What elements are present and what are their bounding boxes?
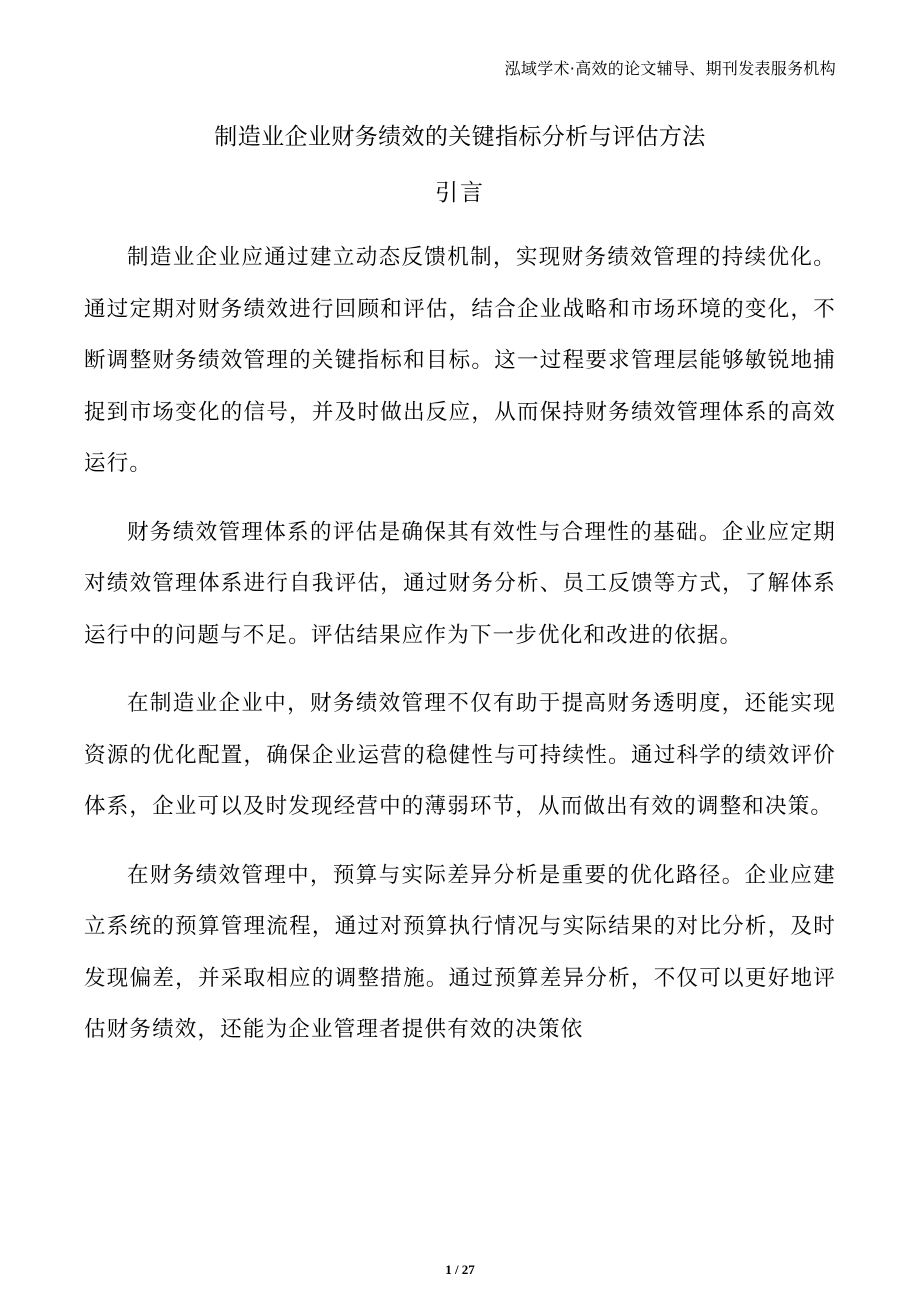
page-number: 1 / 27 <box>445 1262 475 1277</box>
document-title: 制造业企业财务绩效的关键指标分析与评估方法 <box>214 124 706 150</box>
section-title: 引言 <box>435 180 485 206</box>
paragraph: 财务绩效管理体系的评估是确保其有效性与合理性的基础。企业应定期对绩效管理体系进行自我评估，通过财务分析、员工反馈等方式，了解体系运行中的问题与不足。评估结果应作为下一步优化和改进的依据。 <box>84 519 836 648</box>
paragraph: 在制造业企业中，财务绩效管理不仅有助于提高财务透明度，还能实现资源的优化配置，确保企业运营的稳健性与可持续性。通过科学的绩效评价体系，企业可以及时发现经营中的薄弱环节，从而做出有效的调整和决策。 <box>84 691 836 819</box>
page-header: 泓域学术·高效的论文辅导、期刊发表服务机构 <box>504 59 836 78</box>
paragraph: 制造业企业应通过建立动态反馈机制，实现财务绩效管理的持续优化。通过定期对财务绩效进行回顾和评估，结合企业战略和市场环境的变化，不断调整财务绩效管理的关键指标和目标。这一过程要求管理层能够敏锐地捕捉到市场变化的信号，并及时做出反应，从而保持财务绩效管理体系的高效运行。 <box>84 245 836 476</box>
document-body <box>84 232 836 1073</box>
paragraph: 在财务绩效管理中，预算与实际差异分析是重要的优化路径。企业应建立系统的预算管理流程，通过对预算执行情况与实际结果的对比分析，及时发现偏差，并采取相应的调整措施。通过预算差异分析，不仅可以更好地评估财务绩效，还能为企业管理者提供有效的决策依 <box>84 862 836 1042</box>
